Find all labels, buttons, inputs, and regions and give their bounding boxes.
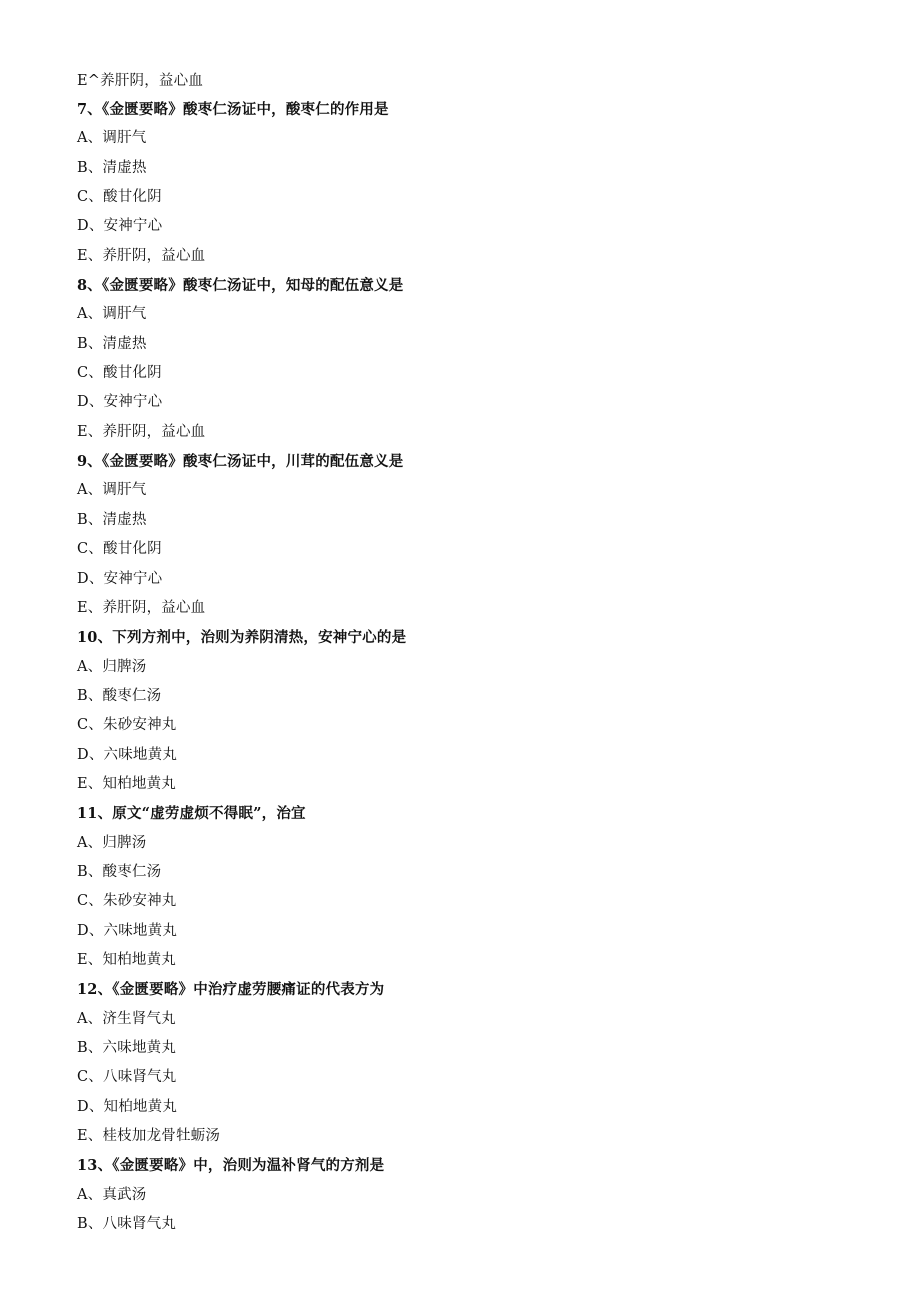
question-stem: 7、《金匮要略》酸枣仁汤证中，酸枣仁的作用是 <box>77 101 389 118</box>
question-list <box>77 68 857 1239</box>
question-stem: 12、《金匮要略》中治疗虚劳腰痛证的代表方为 <box>77 981 385 999</box>
question-stem: 9、《金匮要略》酸枣仁汤证中，川茸的配伍意义是 <box>77 453 404 471</box>
answer-option: C、酸甘化阴 <box>77 189 162 206</box>
answer-option: B、酸枣仁汤 <box>77 687 162 704</box>
answer-option: A、调肝气 <box>77 306 147 323</box>
answer-option: E^养肝阴，益心血 <box>77 73 204 89</box>
answer-option: E、养肝阴，益心血 <box>77 599 206 616</box>
answer-option: C、朱砂安神丸 <box>77 717 177 734</box>
answer-option: A、归脾汤 <box>77 658 147 675</box>
answer-option: E、桂枝加龙骨牡蛎汤 <box>77 1128 221 1145</box>
question-stem: 13、《金匮要略》中，治则为温补肾气的方剂是 <box>77 1157 385 1175</box>
answer-option: B、酸枣仁汤 <box>77 863 162 880</box>
answer-option: C、酸甘化阴 <box>77 541 162 558</box>
question-stem: 8、《金匮要略》酸枣仁汤证中，知母的配伍意义是 <box>77 277 404 295</box>
answer-option: E、知柏地黄丸 <box>77 775 176 792</box>
answer-option: C、酸甘化阴 <box>77 365 162 382</box>
answer-option: E、养肝阴，益心血 <box>77 247 206 264</box>
answer-option: B、清虚热 <box>77 335 147 352</box>
answer-option: D、安神宁心 <box>77 570 163 587</box>
answer-option: A、归脾汤 <box>77 834 147 851</box>
answer-option: A、真武汤 <box>77 1186 147 1203</box>
answer-option: B、清虚热 <box>77 159 147 176</box>
answer-option: D、六味地黄丸 <box>77 746 178 763</box>
answer-option: B、清虚热 <box>77 511 147 528</box>
answer-option: C、朱砂安神丸 <box>77 893 177 910</box>
answer-option: D、安神宁心 <box>77 218 163 235</box>
answer-option: B、八味肾气丸 <box>77 1216 177 1233</box>
answer-option: E、知柏地黄丸 <box>77 951 176 968</box>
answer-option: A、调肝气 <box>77 482 147 499</box>
answer-option: A、调肝气 <box>77 130 147 147</box>
question-stem: 10、下列方剂中，治则为养阴清热，安神宁心的是 <box>77 629 407 647</box>
question-stem: 11、原文“虚劳虚烦不得眠”，治宜 <box>77 805 306 823</box>
answer-option: D、六味地黄丸 <box>77 922 178 939</box>
answer-option: E、养肝阴，益心血 <box>77 423 206 440</box>
answer-option: B、六味地黄丸 <box>77 1040 177 1056</box>
answer-option: D、知柏地黄丸 <box>77 1098 178 1115</box>
answer-option: D、安神宁心 <box>77 394 163 411</box>
answer-option: C、八味肾气丸 <box>77 1069 177 1086</box>
answer-option: A、济生肾气丸 <box>77 1010 176 1027</box>
